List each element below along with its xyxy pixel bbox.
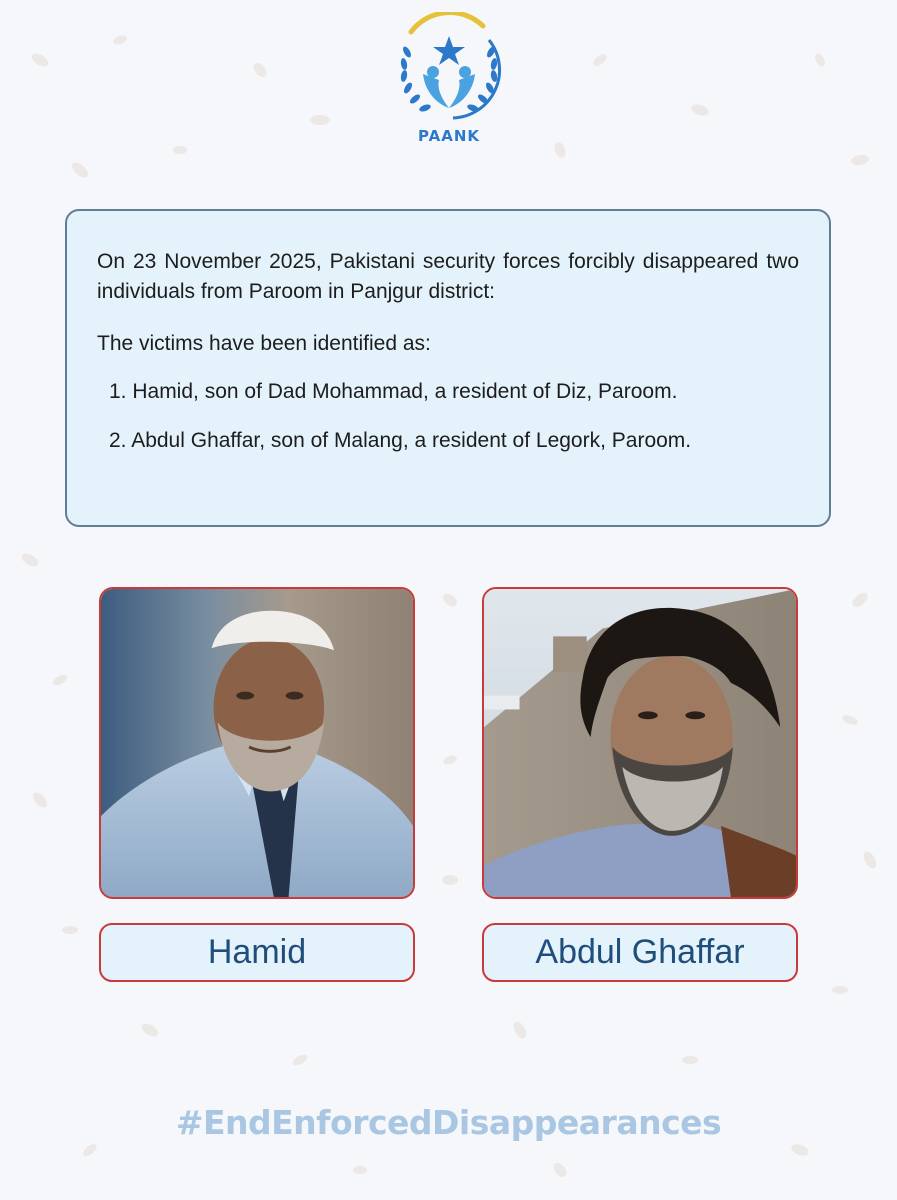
list-item: 1. Hamid, son of Dad Mohammad, a resident of Diz, Paroom. [109,380,678,403]
star-hands-wreath-icon [393,12,505,130]
paank-logo [393,12,505,152]
hashtag: #EndEnforcedDisappearances [175,1103,722,1142]
photo-hamid [99,587,415,899]
photo-abdul-ghaffar [482,587,798,899]
victim-list [97,377,799,456]
identified-heading: The victims have been identified as: [97,332,431,355]
list-item: 2. Abdul Ghaffar, son of Malang, a resident of Legork, Paroom. [109,429,692,452]
name-label-abdul-ghaffar: Abdul Ghaffar [482,923,798,982]
logo-text: PAANK [417,127,480,145]
statement-intro: On 23 November 2025, Pakistani security forces forcibly disappeared two individuals from Paroom in Panjgur district: [97,250,799,303]
name-label-hamid: Hamid [99,923,415,982]
statement-box [65,209,831,527]
